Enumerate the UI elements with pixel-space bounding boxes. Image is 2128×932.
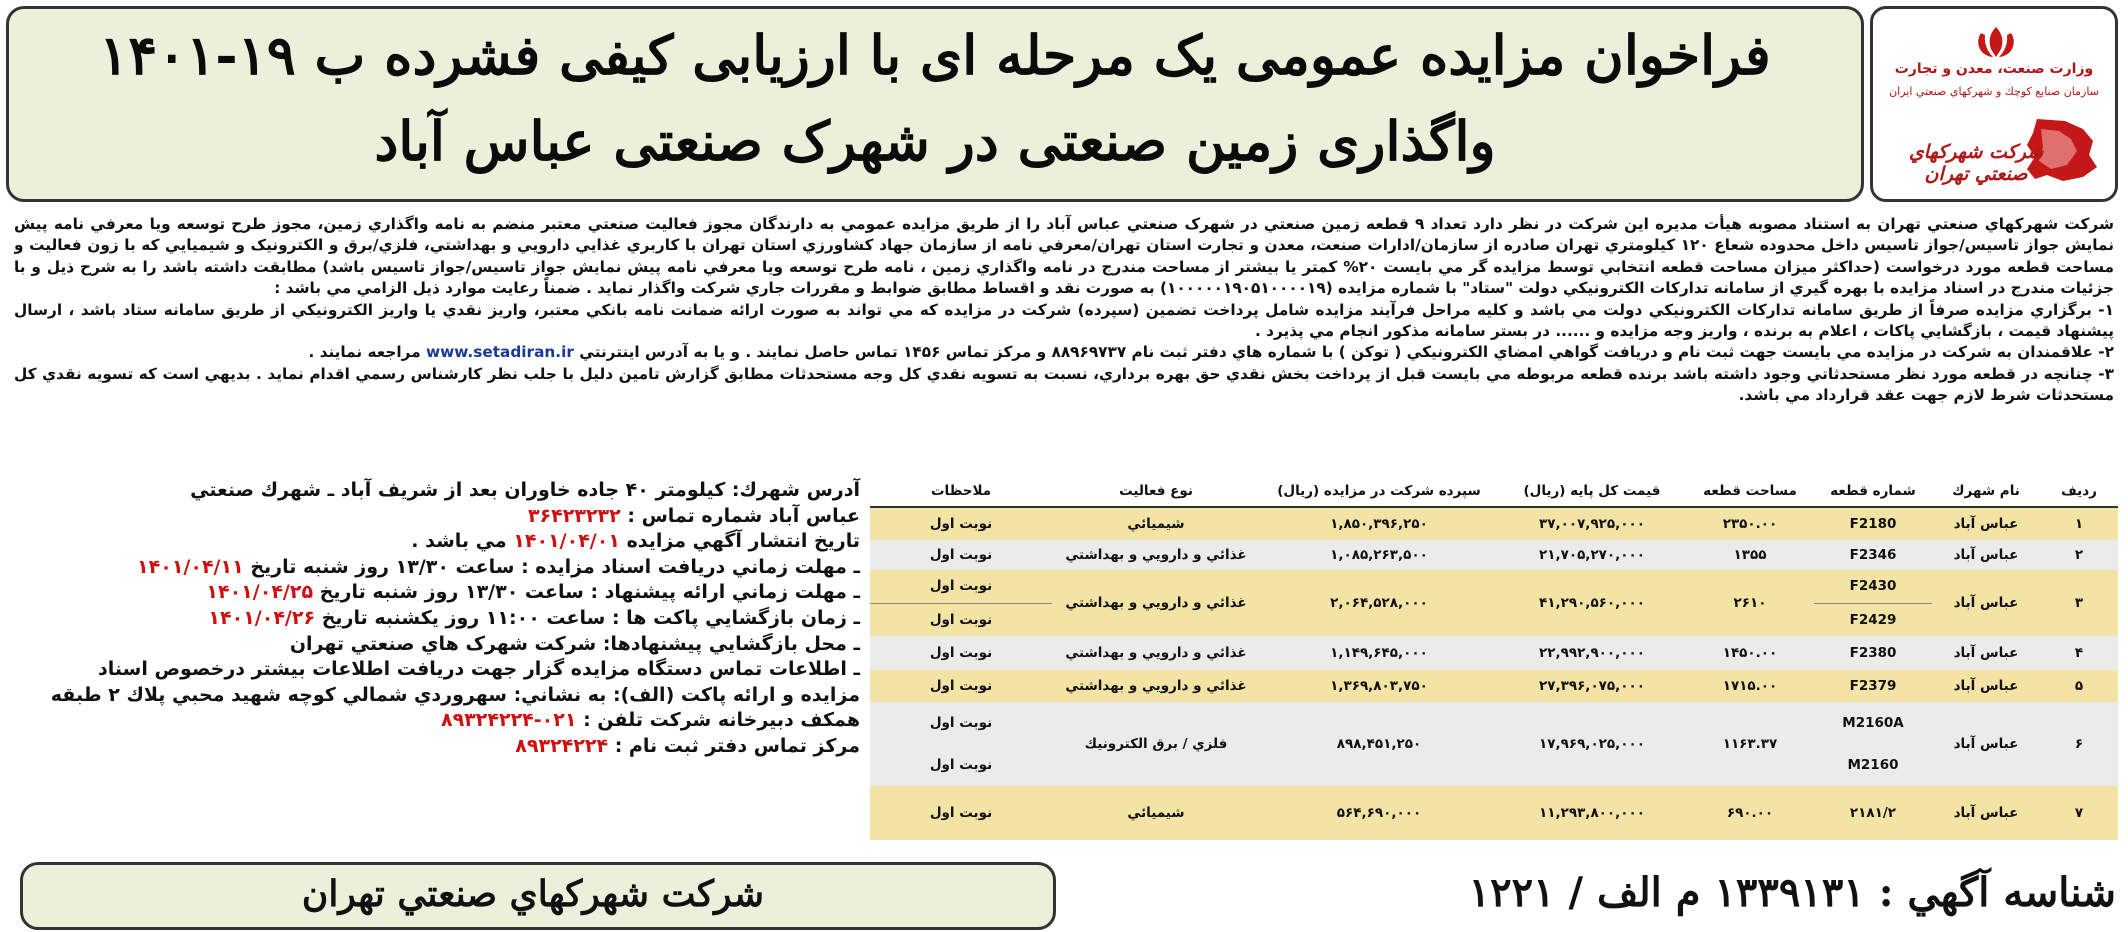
announcement-body xyxy=(14,214,2114,472)
publish-date: ۱۴۰۱/۰۴/۰۱ xyxy=(513,530,620,553)
condition-1: ۱- برگزاري مزايده صرفاً از طريق سامانه تدارکات الکترونيکي دولت مي باشد و کليه مراحل فرآيند مزايده شامل پرداخت تضمين (سپرده) شرکت در مزايده که مي تواند به صورت ارائه ضمانت نامه بانکي معتبر، واريز نقدي يا واريز الکترونيکي از طريق سامانه ستاد باشد ، ارسال پيشنهاد قيمت ، بازگشايي پاکات ، اعلام به برنده ، واريز وجه مزايده و ...... در بستر سامانه مذکور انجام مي پذيرد . xyxy=(14,300,2114,341)
logo-panel xyxy=(1870,6,2118,202)
table-header-row xyxy=(870,476,2118,507)
table-row: ۱ عباس آباد F2180 ۲۳۵۰.۰۰ ۳۷,۰۰۷,۹۲۵,۰۰۰ ۱,۸۵۰,۳۹۶,۲۵۰ شيميائي نوبت اول xyxy=(870,507,2118,540)
condition-2-tail: مراجعه نمايند . xyxy=(308,343,421,362)
opening-time-line: ـ زمان بازگشايي پاکت ها : ساعت ۱۱:۰۰ روز يكشنبه تاريخ ۱۴۰۱/۰۴/۲۶ xyxy=(208,606,860,629)
condition-2-text: ۲- علاقمندان به شرکت در مزايده مي بايست جهت ثبت نام و دريافت گواهي امضاي الکترونيکي ( توکن ) با شماره هاي دفتر ثبت نام ۸۸۹۶۹۷۳۷ و مرکز تماس ۱۴۵۶ تماس حاصل نمايند . و يا به آدرس اينترنتي xyxy=(579,343,2114,362)
header xyxy=(10,6,2118,200)
setad-website-link[interactable]: www.setadiran.ir xyxy=(426,343,574,362)
publish-date-line: تاريخ انتشار آگهي مزايده ۱۴۰۱/۰۴/۰۱ مي باشد . xyxy=(411,530,860,553)
ministry-name: وزارت صنعت، معدن و تجارت xyxy=(1894,61,2094,77)
registration-phone: ۸۹۳۲۴۲۲۴ xyxy=(515,734,609,757)
intro-paragraph: شرکت شهرکهاي صنعتي تهران به استناد مصوبه هيأت مديره اين شرکت در نظر دارد تعداد ۹ قطعه زمين صنعتي در شهرک صنعتي عباس آباد را از طريق مزايده عمومي به دارندگان مجوز فعاليت صنعتي معتبر منضم به نامه واگذاري زمين، مجوز طرح توسعه ويا معرفي نامه پيش نمايش جواز تاسيس/جواز تاسيس داخل محدوده شعاع ۱۲۰ کيلومتري تهران صادره از سازمان/ادارات صنعت، معدن و تجارت استان تهران/معرفي نامه از سازمان جهاد کشاورزي استان تهران با کاربري غذايي دارويي و بهداشتي، فلزي/برق و الکترونيک و شيميايي که با زون فعاليت و مساحت قطعه مورد درخواست (حداکثر ميزان مساحت قطعه انتخابي توسط مزايده گر مي بايست ۲۰% کمتر يا بيشتر از مساحت مندرج در نامه واگذاري زمين ، نامه طرح توسعه ويا معرفي نامه پيش نمايش جواز تاسيس/جواز تاسيس باشد) مطابقت داشته باشد را به شرح ذيل و با جزئيات مندرج در اسناد مزايده با بهره گيري از سامانه تدارکات الکترونيکي دولت "ستاد" با شماره مزايده (۱۰۰۰۰۰۱۹۰۵۱۰۰۰۰۱۹) به صورت نقد و اقساط مطابق ضوابط و مقررات جاري شرکت واگذار نمايد . ضمناً رعايت موارد ذيل الزامي مي باشد : xyxy=(14,215,2114,298)
table-row: ۵ عباس آباد F2379 ۱۷۱۵.۰۰ ۲۷,۳۹۶,۰۷۵,۰۰۰ ۱,۳۶۹,۸۰۳,۷۵۰ غذائي و دارويي و بهداشتي نوبت اول xyxy=(870,670,2118,702)
offer-deadline-date: ۱۴۰۱/۰۴/۲۵ xyxy=(206,581,314,604)
table-row: ۴ عباس آباد F2380 ۱۴۵۰.۰۰ ۲۲,۹۹۲,۹۰۰,۰۰۰ ۱,۱۴۹,۶۴۵,۰۰۰ غذائي و دارويي و بهداشتي نوبت اول xyxy=(870,636,2118,670)
secretariat-phone: ۸۹۳۲۴۲۲۴-۰۲۱ xyxy=(441,709,577,732)
document-deadline-date: ۱۴۰۱/۰۴/۱۱ xyxy=(137,555,244,578)
document-deadline-line: ـ مهلت زماني دريافت اسناد مزايده : ساعت ۱۳/۳۰ روز شنبه تاريخ ۱۴۰۱/۰۴/۱۱ xyxy=(137,555,860,578)
table-row: ۳ عباس آباد F2430 ۲۶۱۰ ۴۱,۲۹۰,۵۶۰,۰۰۰ ۲,۰۶۴,۵۲۸,۰۰۰ غذائي و دارويي و بهداشتي نوبت اول xyxy=(870,570,2118,603)
footer-company-box xyxy=(20,862,1056,930)
iran-emblem-icon xyxy=(1969,25,2023,59)
contact-line-3: همكف دبيرخانه شركت تلفن : ۸۹۳۲۴۲۲۴-۰۲۱ xyxy=(441,709,860,732)
registration-line: مركز تماس دفتر ثبت نام : ۸۹۳۲۴۲۲۴ xyxy=(515,734,860,757)
title-panel xyxy=(6,6,1864,202)
address-line-1: آدرس شهرك: كيلومتر ۴۰ جاده خاوران بعد از شريف آباد ـ شهرك صنعتي xyxy=(190,479,860,501)
contact-line-2: مزايده و ارائه پاكت (الف): به نشاني: سهروردي شمالي كوچه شهيد محبي پلاك ۲ طبقه xyxy=(50,683,860,706)
auction-subtitle: واگذاری زمین صنعتی در شهرک صنعتی عباس آباد xyxy=(374,109,1496,173)
col-deposit: سپرده شركت در مزايده (ريال) xyxy=(1260,476,1498,507)
opening-date: ۱۴۰۱/۰۴/۲۶ xyxy=(208,606,316,629)
col-area: مساحت قطعه xyxy=(1686,476,1814,507)
col-base-price: قيمت كل پايه (ريال) xyxy=(1498,476,1686,507)
table-row: M2160 نوبت اول xyxy=(870,744,2118,786)
col-notes: ملاحظات xyxy=(870,476,1052,507)
table-row: F2429 نوبت اول xyxy=(870,603,2118,636)
condition-3: ۳- چنانچه در قطعه مورد نظر مستحدثاتي وجود داشته باشد برنده قطعه مربوطه مي بايست قبل از پرداخت بخش نقدي حق بهره برداري، نسبت به تسويه نقدي کل وجه مستحدثات مطابق گزارش تامين دليل با جلب نظر کارشناس رسمي اقدام نمايد . بديهي است که تسويه نقدي کل مستحدثات شرط لازم جهت عقد قرارداد مي باشد. xyxy=(14,364,2114,405)
table-row: ۷ عباس آباد ۲۱۸۱/۲ ۶۹۰.۰۰ ۱۱,۲۹۳,۸۰۰,۰۰۰ ۵۶۴,۶۹۰,۰۰۰ شيميائي نوبت اول xyxy=(870,786,2118,840)
plots-table xyxy=(870,476,2118,840)
contact-line-1: ـ اطلاعات تماس دستگاه مزايده گزار جهت دريافت اطلاعات بيشتر درخصوص اسناد xyxy=(98,658,860,681)
col-activity: نوع فعاليت xyxy=(1052,476,1260,507)
ad-identifier: شناسه آگهي : ۱۳۳۹۱۳۱ م الف / ۱۲۲۱ xyxy=(1468,869,2116,916)
col-row-no: رديف xyxy=(2040,476,2118,507)
organization-name: سازمان صنايع كوچك و شهركهاي صنعتي ايران xyxy=(1889,85,2099,98)
footer-company-name: شركت شهركهاي صنعتي تهران xyxy=(301,873,765,915)
address-line-2: عباس آباد شماره تماس : ۳۶۴۲۳۲۳۲ xyxy=(527,504,860,527)
col-town: نام شهرك xyxy=(1932,476,2040,507)
table-row: ۲ عباس آباد F2346 ۱۳۵۵ ۲۱,۷۰۵,۲۷۰,۰۰۰ ۱,۰۸۵,۲۶۳,۵۰۰ غذائي و دارويي و بهداشتي نوبت اول xyxy=(870,540,2118,570)
table-row: ۶ عباس آباد M2160A ۱۱۶۳.۳۷ ۱۷,۹۶۹,۰۲۵,۰۰۰ ۸۹۸,۴۵۱,۲۵۰ فلزي / برق الكترونيك نوبت اول xyxy=(870,702,2118,744)
opening-place-line: ـ محل بازگشايي پيشنهادها: شرکت شهرک هاي صنعتي تهران xyxy=(289,632,860,655)
offer-deadline-line: ـ مهلت زماني ارائه پيشنهاد : ساعت ۱۳/۳۰ روز شنبه تاريخ ۱۴۰۱/۰۴/۲۵ xyxy=(206,581,860,604)
company-logo-text: شركت شهركهاي صنعتي تهران xyxy=(1908,141,2044,185)
condition-2 xyxy=(14,342,2114,363)
auction-title: فراخوان مزایده عمومی یک مرحله ای با ارزیابی کیفی فشرده ب ۱۹-۱۴۰۱ xyxy=(99,23,1771,87)
town-phone: ۳۶۴۲۳۲۳۲ xyxy=(527,504,621,527)
auction-details xyxy=(14,478,860,838)
col-plot-no: شماره قطعه xyxy=(1814,476,1932,507)
